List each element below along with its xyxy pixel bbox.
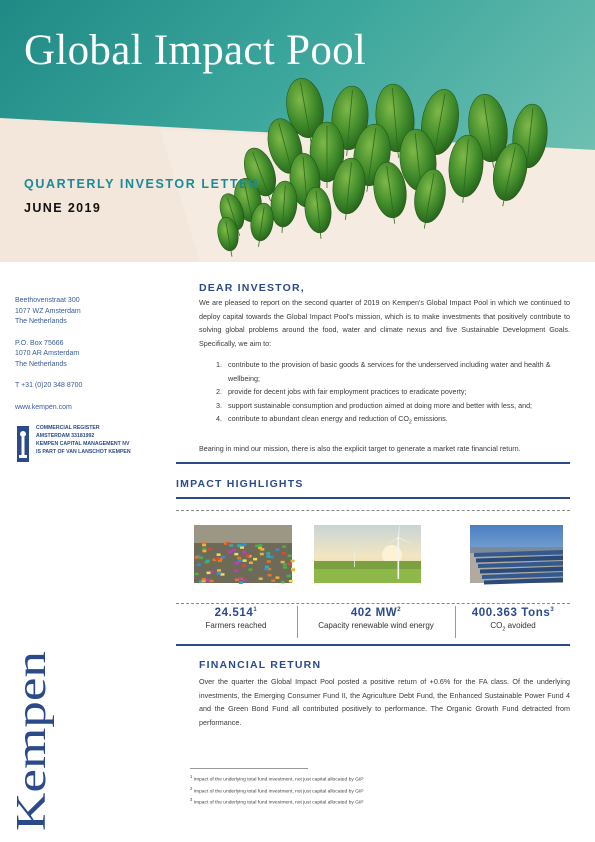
goal-text: contribute to the provision of basic goods & services for the underserved including water and health & wellbeing; xyxy=(228,360,551,383)
register-line: IS PART OF VAN LANSCHOT KEMPEN xyxy=(36,449,131,455)
market-stall-mark xyxy=(237,557,241,560)
market-stall-mark xyxy=(195,556,199,559)
market-stall-mark xyxy=(242,551,246,554)
market-stall-mark xyxy=(266,555,270,558)
footnote xyxy=(190,773,364,785)
stat-wind-capacity xyxy=(298,607,454,630)
goal-number: 1. xyxy=(216,360,222,369)
market-stall-mark xyxy=(234,553,238,556)
market-stall-mark xyxy=(221,556,225,559)
register-line: COMMERCIAL REGISTER xyxy=(36,425,100,431)
market-stall-mark xyxy=(217,569,221,572)
farmers-market-photo xyxy=(194,525,292,583)
market-stall-mark xyxy=(249,562,253,565)
market-stall-mark xyxy=(207,548,211,551)
stat-farmers xyxy=(176,607,296,630)
register-line: KEMPEN CAPITAL MANAGEMENT NV xyxy=(36,441,130,447)
impact-heading: IMPACT HIGHLIGHTS xyxy=(176,478,304,490)
intro-paragraph: We are pleased to report on the second quarter of 2019 on Kempen's Global Impact Pool in which we continued to deploy capital towards the Global Impact Pool's mission, which is to make investments that positively contribute to solving global problems around the food, water and climate nexus and five Sustainable Development Goals. Specifically, we aim to: xyxy=(199,298,570,348)
footnote-number: 1 xyxy=(190,774,193,779)
market-stall-mark xyxy=(260,553,264,556)
closing-paragraph: Bearing in mind our mission, there is also the explicit target to generate a market rate financial return. xyxy=(199,444,521,453)
market-stall-mark xyxy=(246,554,250,557)
market-stall-mark xyxy=(206,579,210,582)
goal-text xyxy=(223,412,570,430)
market-stall-mark xyxy=(248,568,252,571)
market-stall-mark xyxy=(228,551,232,554)
market-stall-mark xyxy=(288,555,292,558)
greeting-heading: DEAR INVESTOR, xyxy=(199,282,305,294)
document-date: JUNE 2019 xyxy=(24,201,102,215)
market-stall-mark xyxy=(235,562,239,565)
market-stall-mark xyxy=(210,580,214,583)
stat-label-post: avoided xyxy=(505,621,536,630)
address-line: The Netherlands xyxy=(15,318,67,325)
market-stall-mark xyxy=(271,579,275,582)
market-stall-mark xyxy=(281,581,285,584)
market-stall-mark xyxy=(242,544,246,547)
market-stall-mark xyxy=(217,572,221,575)
goal-number: 3. xyxy=(216,400,222,410)
stat-footnote-ref: 1 xyxy=(253,607,258,614)
footnote-number: 3 xyxy=(190,797,193,803)
footnotes xyxy=(190,773,364,808)
stat-label: Farmers reached xyxy=(205,621,267,630)
stat-value xyxy=(456,607,570,619)
goal-text: support sustainable consumption and production aimed at doing more and better with less, and; xyxy=(228,400,533,410)
market-stall-mark xyxy=(265,566,269,569)
market-stall-mark xyxy=(268,574,272,577)
market-stall-mark xyxy=(266,552,270,555)
footnote-text: Impact of the underlying total fund investment, not just capital allocated by GIP xyxy=(193,789,364,795)
list-item xyxy=(199,412,570,430)
goal-number: 2. xyxy=(216,387,222,397)
goal-text-tail: emissions. xyxy=(411,414,448,424)
goal-text-main: contribute to abundant clean energy and reduction of CO xyxy=(228,414,410,424)
stat-co2-avoided xyxy=(456,607,570,633)
financial-paragraph: Over the quarter the Global Impact Pool posted a positive return of +0.6% for the FA class. Of the underlying investments, the Emerging Consumer Fund II, the Agriculture Debt Fund, the Enhanced Sustainable Power Fund 4 and the Green Bond Fund all contributed positively to performance. The Organic Growth Fund detracted from performance. xyxy=(199,677,570,727)
dashed-divider xyxy=(176,603,570,604)
market-stall-mark xyxy=(205,561,209,564)
list-item xyxy=(199,385,570,399)
stat-number: 24.514 xyxy=(214,607,254,619)
market-stall-mark xyxy=(216,557,220,560)
stat-number: 402 MW xyxy=(350,607,398,619)
website-link[interactable]: www.kempen.com xyxy=(15,403,72,411)
market-stall-mark xyxy=(243,579,247,582)
stat-label-pre: CO xyxy=(490,621,503,630)
market-stall-mark xyxy=(283,563,287,566)
market-stall-mark xyxy=(289,580,293,583)
address-line: Beethovenstraat 300 xyxy=(15,297,80,304)
market-stall-mark xyxy=(291,560,295,563)
address-line: 1070 AR Amsterdam xyxy=(15,350,80,357)
market-stall-mark xyxy=(291,569,295,572)
stat-label xyxy=(456,621,570,633)
address-primary xyxy=(15,296,165,328)
goal-text: provide for decent jobs with fair employment practices to eradicate poverty; xyxy=(228,387,467,397)
stat-value xyxy=(176,607,296,619)
market-stall-mark xyxy=(288,563,292,566)
market-stall-mark xyxy=(275,576,279,579)
market-stall-mark xyxy=(199,557,203,560)
market-stall-mark xyxy=(267,560,271,563)
phone-number: T +31 (0)20 348 8700 xyxy=(15,382,83,389)
stat-label-subscript: 2 xyxy=(502,626,506,633)
dashed-divider xyxy=(176,510,570,511)
section-divider xyxy=(176,644,570,646)
market-stall-mark xyxy=(195,573,199,576)
stat-number: 400.363 Tons xyxy=(471,607,551,619)
register-line: AMSTERDAM 33181992 xyxy=(36,433,95,439)
footnote-text: Impact of the underlying total fund investment, not just capital allocated by GIP xyxy=(193,777,364,783)
market-stall-mark xyxy=(242,565,246,568)
section-divider xyxy=(176,497,570,499)
address-postbox xyxy=(15,339,165,371)
market-stall-mark xyxy=(253,558,257,561)
market-stall-mark xyxy=(282,545,286,548)
document-title: Global Impact Pool xyxy=(24,27,367,74)
footnote-number: 2 xyxy=(190,785,193,791)
market-stall-mark xyxy=(243,559,247,562)
goal-number: 4. xyxy=(216,414,222,424)
market-stall-mark xyxy=(217,553,221,556)
market-stall-mark xyxy=(282,552,286,555)
market-stall-mark xyxy=(239,582,243,585)
header-banner xyxy=(0,0,595,262)
market-stall-mark xyxy=(259,578,263,581)
goals-list xyxy=(199,358,570,430)
market-stall-mark xyxy=(260,548,264,551)
footnote-divider xyxy=(190,768,308,769)
market-stall-mark xyxy=(281,561,285,564)
address-line: The Netherlands xyxy=(15,360,67,368)
market-stall-mark xyxy=(283,566,287,569)
footnote-text: Impact of the underlying total fund investment, not just capital allocated by GIP xyxy=(193,800,364,806)
solar-panels-photo xyxy=(470,525,563,583)
sidebar-contact xyxy=(15,296,165,464)
stat-label: Capacity renewable wind energy xyxy=(318,621,434,630)
commercial-register xyxy=(36,424,131,456)
footnote xyxy=(190,785,364,797)
market-stall-mark xyxy=(235,579,239,582)
market-stall-mark xyxy=(202,550,206,553)
market-stall-mark xyxy=(287,575,291,578)
market-stall-mark xyxy=(232,549,236,552)
footnote xyxy=(190,796,364,808)
market-stall-mark xyxy=(207,572,211,575)
stat-value xyxy=(298,607,454,619)
svg-text:Kempen: Kempen xyxy=(9,688,55,831)
register-block xyxy=(15,424,165,464)
market-stall-mark xyxy=(275,549,279,552)
market-stall-mark xyxy=(255,545,259,548)
document-subtitle: QUARTERLY INVESTOR LETTER xyxy=(24,177,260,191)
wind-turbine-photo xyxy=(314,525,421,583)
market-stall-mark xyxy=(202,580,206,583)
market-stall-mark xyxy=(202,544,206,547)
kempen-logo xyxy=(9,648,55,833)
market-stall-mark xyxy=(234,570,238,573)
goal-subscript: 2 xyxy=(409,419,412,426)
section-divider xyxy=(176,462,570,464)
market-stall-mark xyxy=(197,564,201,567)
address-line: P.O. Box 75666 xyxy=(15,339,64,347)
market-stall-mark xyxy=(238,560,242,563)
address-line: 1077 WZ Amsterdam xyxy=(15,307,81,315)
list-item xyxy=(199,358,570,385)
stat-footnote-ref: 2 xyxy=(397,607,402,614)
financial-heading: FINANCIAL RETURN xyxy=(199,659,322,671)
stat-footnote-ref: 3 xyxy=(550,607,555,614)
list-item xyxy=(199,399,570,413)
market-stall-mark xyxy=(237,544,241,547)
market-stall-mark xyxy=(226,542,230,545)
crest-icon xyxy=(15,424,31,464)
market-stall-mark xyxy=(221,573,225,576)
